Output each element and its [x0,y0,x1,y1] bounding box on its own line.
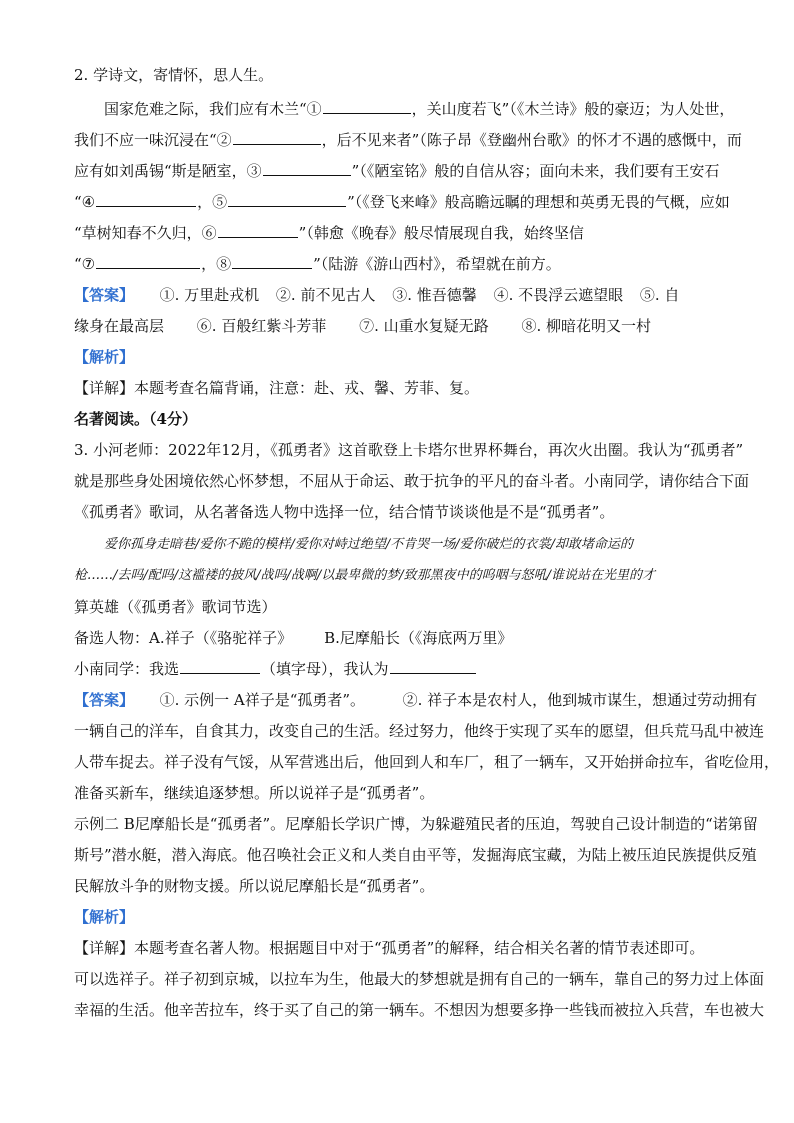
answer-item: ④. 不畏浮云遮望眼 [493,286,624,304]
choice-blank[interactable] [180,658,260,674]
detail-label: 【详解】 [74,379,135,397]
q2-paragraph-line-5: “草树知春不久归，⑥ ”（韩愈《晚春》般尽情展现自我，始终坚信 [74,224,584,242]
answer-label: 【答案】 [74,691,135,709]
q2-paragraph-line-3: 应有如刘禹锡“斯是陋室，③ ”（《陋室铭》般的自信从容；面向未来，我们要有王安石 [74,162,720,180]
analysis-label: 【解析】 [74,348,135,366]
section-title: 名著阅读。（4分） [74,410,197,428]
q3-answer-line-4: 准备买新车，继续追逐梦想。所以说祥子是“孤勇者”。 [74,784,435,802]
q3-answer-line-5: 示例二 B尼摩船长是“孤勇者”。尼摩船长学识广博，为躲避殖民者的压迫，驾驶自己设计制造的“诺第留 [74,815,758,833]
q3-answer-line-1: 【答案】 ①. 示例一 A祥子是“孤勇者”。 ②. 祥子本是农村人，他到城市谋生，想通过劳动拥有 [74,691,758,709]
answer-item: ⑦. 山重水复疑无路 [359,317,489,335]
blank-8[interactable] [232,253,312,269]
q2-paragraph-line-2: 我们不应一味沉浸在“② ，后不见来者”（陈子昂《登幽州台歌》的怀才不遇的感慨中，而 [74,131,742,149]
lyric-source: 算英雄（《孤勇者》歌词节选） [74,598,277,616]
q3-line-1: 3. 小河老师：2022年12月，《孤勇者》这首歌登上卡塔尔世界杯舞台，再次火出圈。我认为“孤勇者” [74,441,744,459]
candidate-b: B.尼摩船长（《海底两万里》 [324,629,513,647]
blank-7[interactable] [96,253,200,269]
blank-5[interactable] [228,191,346,207]
q2-detail: 【详解】本题考查名篇背诵，注意：赴、戎、馨、芳菲、复。 [74,379,480,397]
candidates: 备选人物：A.祥子（《骆驼祥子》 B.尼摩船长（《海底两万里》 [74,629,513,647]
blank-3[interactable] [263,160,351,176]
lyric-line-2: 枪……/去吗/配吗/这褴褛的披风/战吗/战啊/以最卑微的梦/致那黑夜中的呜咽与怒吼/谁说站在光里的才 [74,568,656,583]
q3-detail: 【详解】本题考查名著人物。根据题目中对于“孤勇者”的解释，结合相关名著的情节表述即可。 [74,939,705,957]
q2-answer-line-2 [74,315,651,337]
q2-paragraph-line-4: “④ ，⑤ ”（《登飞来峰》般高瞻远瞩的理想和英勇无畏的气概，应如 [74,193,730,211]
q3-detail-line-3: 幸福的生活。他辛苦拉车，终于买了自己的第一辆车。不想因为想要多挣一些钱而被拉入兵营，车也被大 [74,1001,765,1019]
blank-4[interactable] [96,191,196,207]
answer-item: ⑤. 自 [639,286,680,304]
blank-2[interactable] [233,129,321,145]
q2-title: 2. 学诗文，寄情怀，思人生。 [74,66,274,84]
q2-answer-line-1 [74,284,679,306]
answer-item: ③. 惟吾德馨 [392,286,477,304]
q3-answer-line-7: 民解放斗争的财物支援。所以说尼摩船长是“孤勇者”。 [74,877,435,895]
answer-item: ①. 万里赴戎机 [159,286,260,304]
q3-answer-line-6: 斯号”潜水艇，潜入海底。他召唤社会正义和人类自由平等，发掘海底宝藏，为陆上被压迫民族提供反殖 [74,846,757,864]
q3-answer-line-3: 人带车捉去。祥子没有气馁，从军营逃出后，他回到人和车厂，租了一辆车，又开始拼命拉车，省吃俭用， [74,753,780,771]
answer-item: ⑥. 百般红紫斗芳菲 [196,317,327,335]
blank-6[interactable] [218,222,298,238]
blank-1[interactable] [323,98,411,114]
analysis-label: 【解析】 [74,908,135,926]
answer-label: 【答案】 [74,286,135,304]
q3-line-3: 《孤勇者》歌词，从名著备选人物中选择一位，结合情节谈谈他是不是“孤勇者”。 [74,503,615,521]
lyric-line-1: 爱你孤身走暗巷/爱你不跪的模样/爱你对峙过绝望/不肯哭一场/爱你破烂的衣裳/却敢堵命运的 [104,537,633,552]
candidate-a: A.祥子（《骆驼祥子》 [149,629,293,647]
answer-item: ②. 前不见古人 [275,286,376,304]
q3-line-2: 就是那些身处困境依然心怀梦想，不屈从于命运、敢于抗争的平凡的奋斗者。小南同学，请你结合下面 [74,472,750,490]
q2-paragraph-line-6: “⑦ ，⑧ ”（陆游《游山西村》，希望就在前方。 [74,255,561,273]
detail-label: 【详解】 [74,939,135,957]
q3-answer-line-2: 一辆自己的洋车，自食其力，改变自己的生活。经过努力，他终于实现了买车的愿望，但兵荒马乱中被连 [74,722,765,740]
q3-detail-line-2: 可以选祥子。祥子初到京城，以拉车为生，他最大的梦想就是拥有自己的一辆车，靠自己的努力过上体面 [74,970,765,988]
answer-item: ⑧. 柳暗花明又一村 [521,317,651,335]
answer-item: 缘身在最高层 [74,317,165,335]
q2-paragraph-line-1: 国家危难之际，我们应有木兰“① ，关山度若飞”（《木兰诗》般的豪迈；为人处世， [104,100,735,118]
student-answer-line: 小南同学：我选 （填字母），我认为 [74,658,477,680]
reason-blank[interactable] [390,658,476,674]
